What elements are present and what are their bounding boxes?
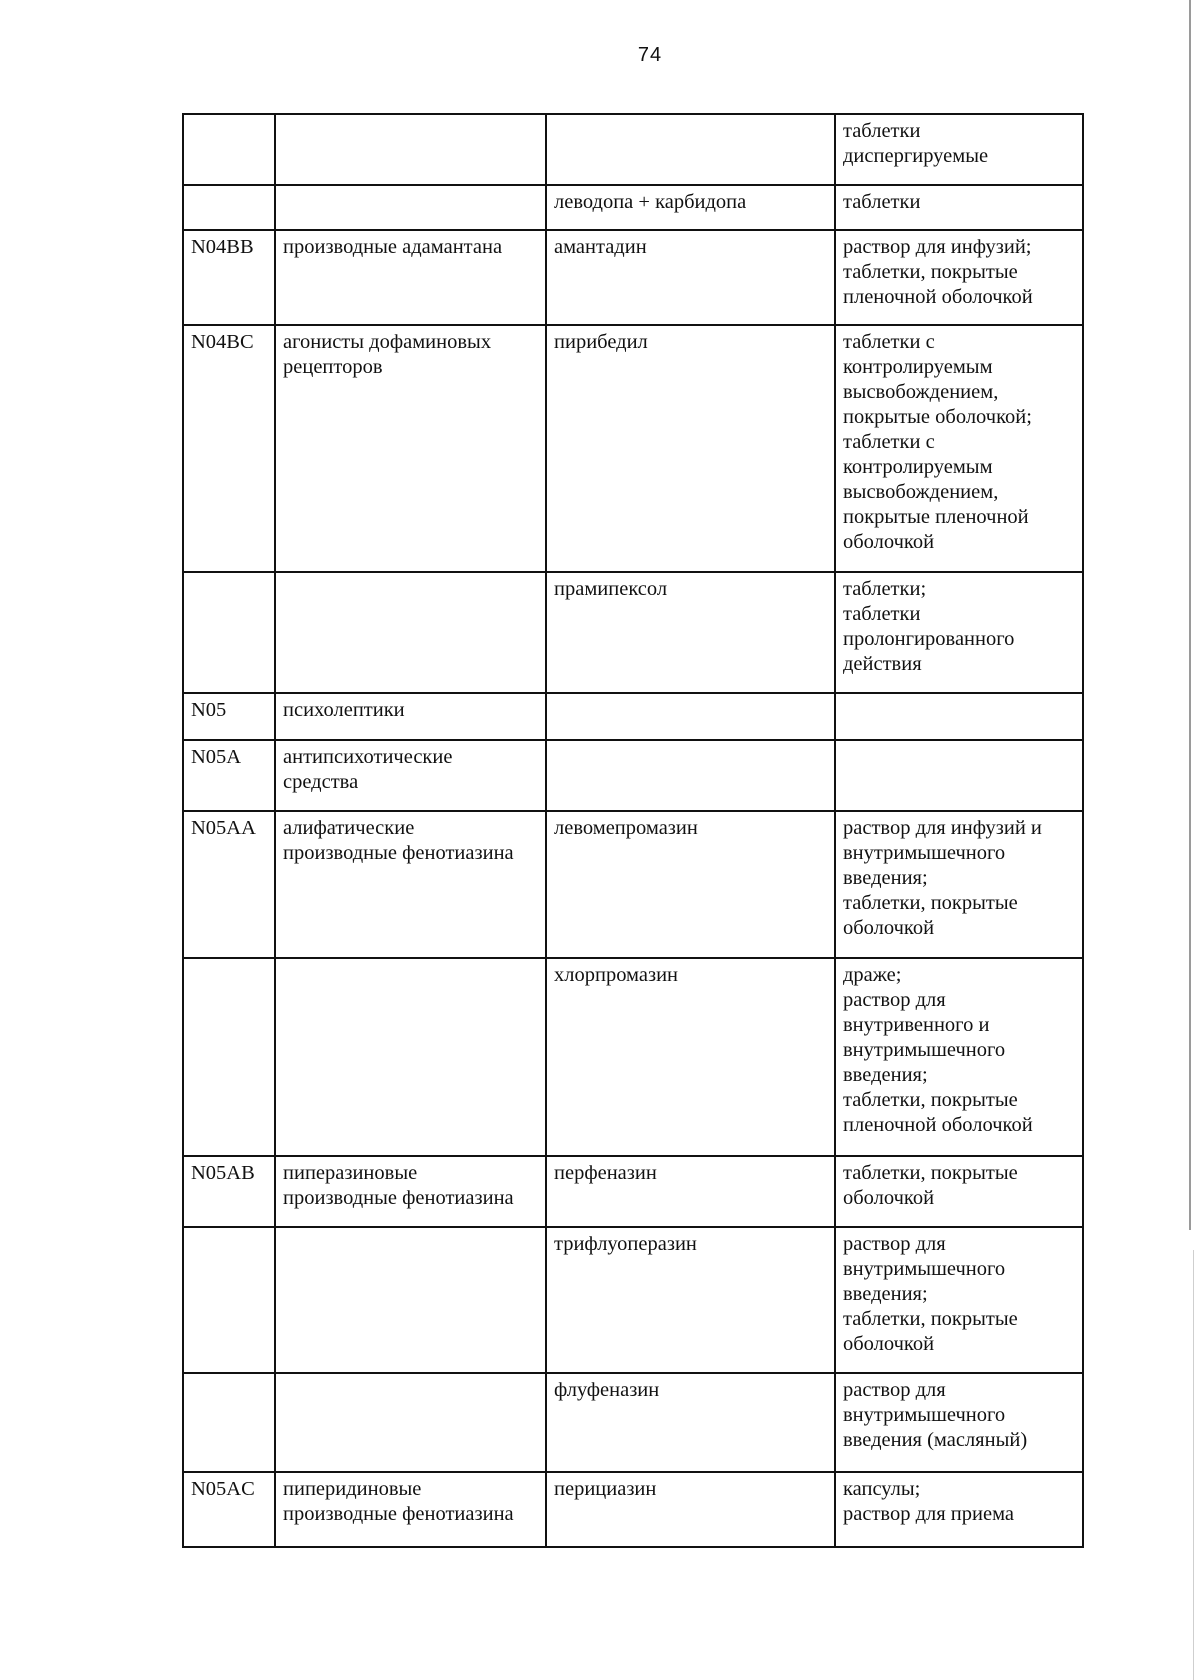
table-row	[183, 1227, 1083, 1373]
dosage-form-cell: таблетки	[835, 185, 1083, 230]
atc-code-cell: N04BB	[183, 230, 275, 325]
atc-code-cell: N05AB	[183, 1156, 275, 1227]
scan-edge-line	[1193, 1250, 1194, 1680]
table-row	[183, 958, 1083, 1156]
atc-code-cell	[183, 1227, 275, 1373]
medication-table	[182, 113, 1084, 1548]
atc-code-cell	[183, 185, 275, 230]
scan-edge-line	[1189, 0, 1191, 1230]
atc-code-cell: N04BC	[183, 325, 275, 572]
dosage-form-cell	[835, 740, 1083, 811]
atc-code-cell	[183, 1373, 275, 1472]
dosage-form-cell: раствор для инфузий; таблетки, покрытые пленочной оболочкой	[835, 230, 1083, 325]
group-cell	[275, 958, 546, 1156]
page-number	[0, 44, 1200, 67]
atc-code-cell	[183, 958, 275, 1156]
group-cell	[275, 572, 546, 693]
table-row	[183, 1156, 1083, 1227]
atc-code-cell: N05AA	[183, 811, 275, 958]
drug-cell: амантадин	[546, 230, 835, 325]
group-cell: пиперидиновые производные фенотиазина	[275, 1472, 546, 1547]
table-row	[183, 811, 1083, 958]
dosage-form-cell: таблетки, покрытые оболочкой	[835, 1156, 1083, 1227]
drug-cell	[546, 114, 835, 185]
drug-cell: прамипексол	[546, 572, 835, 693]
table-row	[183, 693, 1083, 740]
drug-cell	[546, 740, 835, 811]
drug-cell	[546, 693, 835, 740]
group-cell	[275, 114, 546, 185]
group-cell: агонисты дофаминовых рецепторов	[275, 325, 546, 572]
group-cell: пиперазиновые производные фенотиазина	[275, 1156, 546, 1227]
table-row	[183, 114, 1083, 185]
page-number-text: 74	[637, 44, 663, 66]
group-cell: алифатические производные фенотиазина	[275, 811, 546, 958]
drug-cell: перфеназин	[546, 1156, 835, 1227]
table-row	[183, 1472, 1083, 1547]
group-cell	[275, 1373, 546, 1472]
dosage-form-cell: таблетки; таблетки пролонгированного действия	[835, 572, 1083, 693]
dosage-form-cell	[835, 693, 1083, 740]
table-row	[183, 740, 1083, 811]
table-row	[183, 230, 1083, 325]
table-row	[183, 185, 1083, 230]
atc-code-cell	[183, 572, 275, 693]
dosage-form-cell: драже; раствор для внутривенного и внутримышечного введения; таблетки, покрытые пленочной оболочкой	[835, 958, 1083, 1156]
atc-code-cell: N05A	[183, 740, 275, 811]
dosage-form-cell: раствор для внутримышечного введения; таблетки, покрытые оболочкой	[835, 1227, 1083, 1373]
group-cell: антипсихотические средства	[275, 740, 546, 811]
group-cell: психолептики	[275, 693, 546, 740]
atc-code-cell	[183, 114, 275, 185]
drug-cell: перициазин	[546, 1472, 835, 1547]
dosage-form-cell: таблетки диспергируемые	[835, 114, 1083, 185]
group-cell	[275, 185, 546, 230]
drug-cell: левомепромазин	[546, 811, 835, 958]
drug-cell: пирибедил	[546, 325, 835, 572]
atc-code-cell: N05AC	[183, 1472, 275, 1547]
group-cell: производные адамантана	[275, 230, 546, 325]
dosage-form-cell: раствор для внутримышечного введения (масляный)	[835, 1373, 1083, 1472]
group-cell	[275, 1227, 546, 1373]
drug-cell: хлорпромазин	[546, 958, 835, 1156]
drug-cell: трифлуоперазин	[546, 1227, 835, 1373]
table-row	[183, 325, 1083, 572]
table-row	[183, 572, 1083, 693]
dosage-form-cell: капсулы; раствор для приема	[835, 1472, 1083, 1547]
table-row	[183, 1373, 1083, 1472]
drug-cell: флуфеназин	[546, 1373, 835, 1472]
drug-cell: леводопа + карбидопа	[546, 185, 835, 230]
atc-code-cell: N05	[183, 693, 275, 740]
dosage-form-cell: таблетки с контролируемым высвобождением, покрытые оболочкой; таблетки с контролируемым высвобождением, покрытые пленочной оболочкой	[835, 325, 1083, 572]
dosage-form-cell: раствор для инфузий и внутримышечного введения; таблетки, покрытые оболочкой	[835, 811, 1083, 958]
